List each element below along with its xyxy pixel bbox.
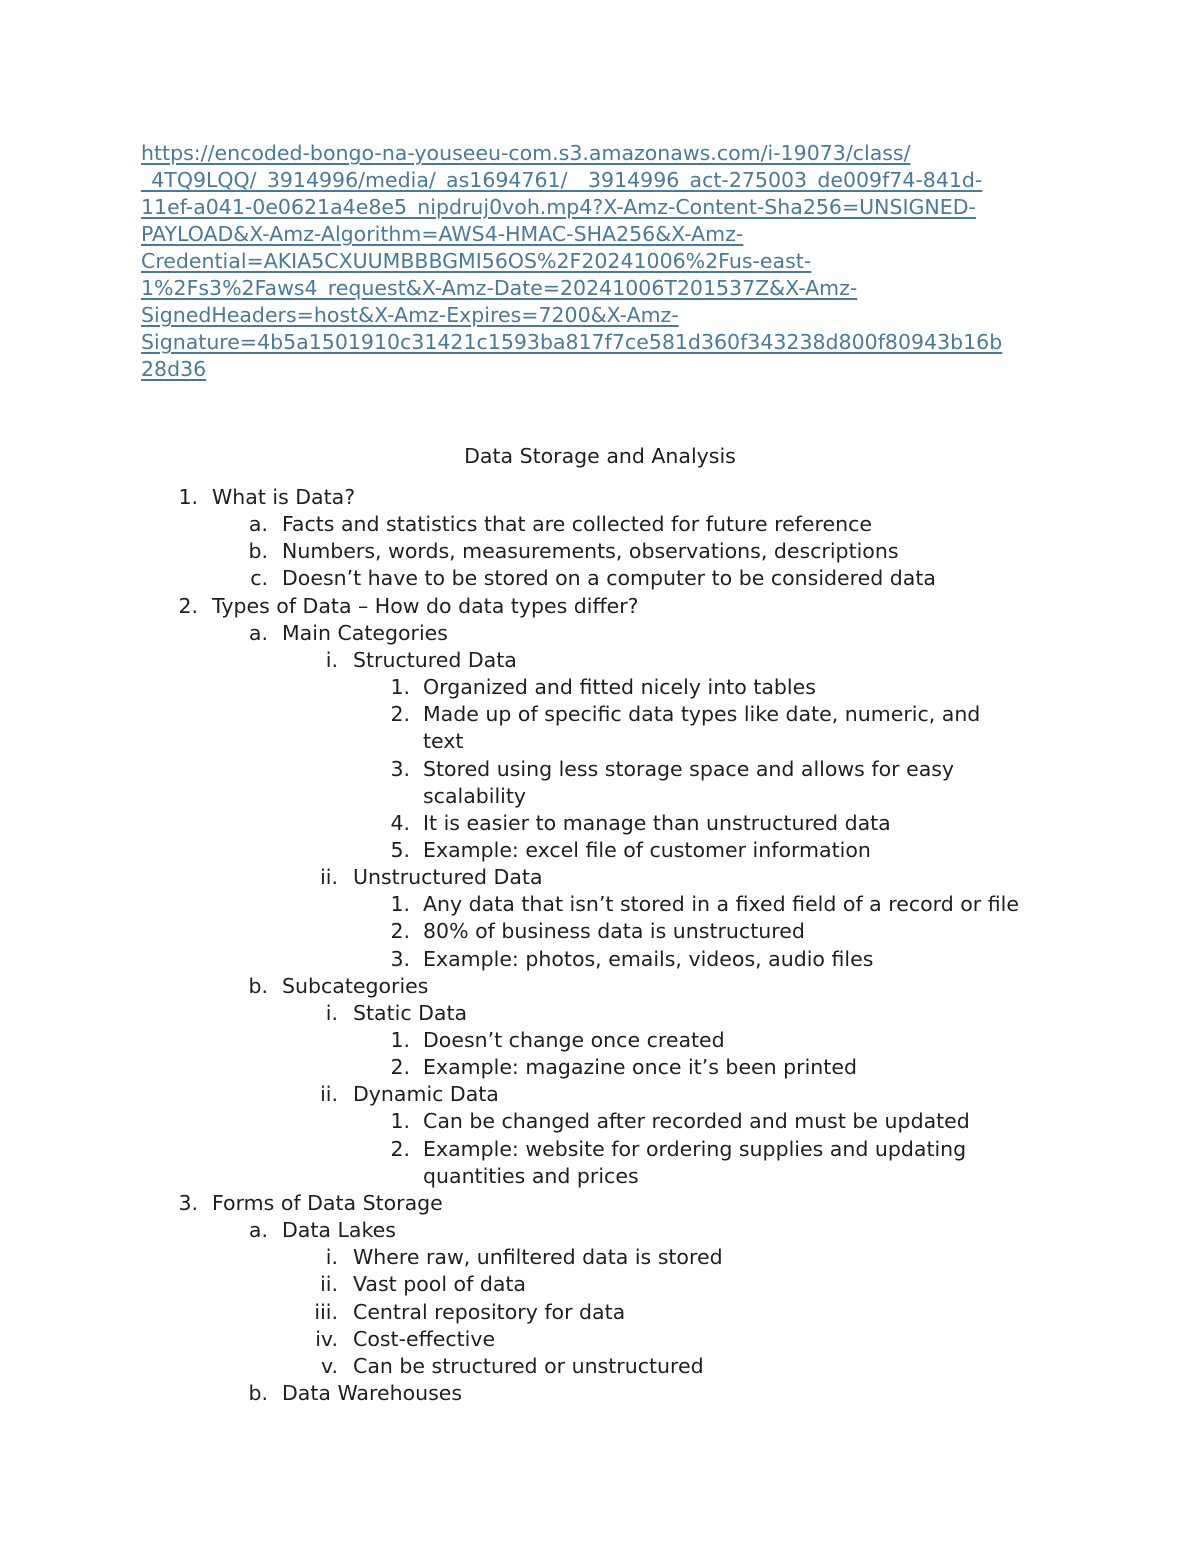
link-line[interactable]: Signature=4b5a1501910c31421c1593ba817f7ce581d360f343238d800f80943b16b xyxy=(141,330,1003,354)
list-item-text: Types of Data – How do data types differ? xyxy=(212,593,639,618)
outline-item-level-3 xyxy=(0,1000,1200,1027)
outline-item-level-3 xyxy=(0,1271,1200,1298)
list-marker: 4. xyxy=(390,810,410,835)
list-marker: i. xyxy=(325,647,338,672)
outline-item-level-4 xyxy=(0,810,1200,837)
list-marker: ii. xyxy=(320,1082,338,1107)
list-item-text: Forms of Data Storage xyxy=(212,1190,443,1215)
list-marker: 2. xyxy=(390,1136,410,1161)
outline-item-level-2 xyxy=(0,620,1200,647)
outline-item-level-1 xyxy=(0,593,1200,620)
link-line[interactable]: 11ef-a041-0e0621a4e8e5_nipdruj0voh.mp4?X-Amz-Content-Sha256=UNSIGNED- xyxy=(141,195,976,219)
list-marker: 3. xyxy=(178,1190,198,1215)
outline-item-level-4 xyxy=(0,1136,1200,1163)
list-marker: c. xyxy=(250,566,268,591)
list-marker: 1. xyxy=(390,1109,410,1134)
outline-item-level-3 xyxy=(0,864,1200,891)
list-item-text: 80% of business data is unstructured xyxy=(423,919,805,944)
link-line[interactable]: Credential=AKIA5CXUUMBBBGMI56OS%2F20241006%2Fus-east- xyxy=(141,249,812,273)
link-line[interactable]: SignedHeaders=host&X-Amz-Expires=7200&X-Amz- xyxy=(141,303,679,327)
list-marker: a. xyxy=(248,1218,268,1243)
list-item-text: Facts and statistics that are collected for future reference xyxy=(282,512,872,537)
list-marker: ii. xyxy=(320,1272,338,1297)
outline-item-level-1 xyxy=(0,1190,1200,1217)
list-marker: ii. xyxy=(320,865,338,890)
list-item-text: Example: photos, emails, videos, audio files xyxy=(423,946,874,971)
list-marker: 3. xyxy=(390,756,410,781)
list-marker: i. xyxy=(325,1245,338,1270)
outline-item-level-2 xyxy=(0,511,1200,538)
link-line[interactable]: PAYLOAD&X-Amz-Algorithm=AWS4-HMAC-SHA256&X-Amz- xyxy=(141,222,744,246)
outline-item-level-4 xyxy=(0,1163,1200,1190)
list-item-text: Cost-effective xyxy=(353,1326,496,1351)
list-marker: iv. xyxy=(315,1326,338,1351)
outline-item-level-4 xyxy=(0,837,1200,864)
list-item-text: text xyxy=(423,729,464,754)
list-item-text: Doesn’t change once created xyxy=(423,1028,725,1052)
list-marker: 5. xyxy=(390,837,410,862)
list-marker: 2. xyxy=(178,593,198,618)
outline-item-level-3 xyxy=(0,1081,1200,1108)
list-item-text: Dynamic Data xyxy=(353,1082,499,1107)
list-item-text: Data Lakes xyxy=(282,1218,396,1243)
list-item-text: scalability xyxy=(423,783,527,808)
list-marker: 3. xyxy=(390,946,410,971)
list-marker: 2. xyxy=(390,702,410,727)
outline-item-level-3 xyxy=(0,1353,1200,1380)
outline-item-level-4 xyxy=(0,701,1200,728)
outline-item-level-2 xyxy=(0,565,1200,592)
outline-item-level-4 xyxy=(0,1027,1200,1054)
list-item-text: Doesn’t have to be stored on a computer to be considered data xyxy=(282,566,936,591)
list-item-text: Example: excel file of customer information xyxy=(423,837,871,862)
list-item-text: It is easier to manage than unstructured data xyxy=(423,810,891,835)
outline-item-level-4 xyxy=(0,946,1200,973)
list-marker: v. xyxy=(320,1353,338,1378)
list-marker: iii. xyxy=(314,1299,338,1324)
list-marker: a. xyxy=(248,512,268,537)
list-marker: 1. xyxy=(390,892,410,917)
list-marker: b. xyxy=(248,539,268,564)
outline-item-level-4 xyxy=(0,891,1200,918)
list-item-text: Unstructured Data xyxy=(353,865,543,890)
list-item-text: Data Warehouses xyxy=(282,1380,463,1405)
list-item-text: Example: website for ordering supplies and updating xyxy=(423,1136,967,1161)
list-item-text: Made up of specific data types like date, numeric, and xyxy=(423,702,981,727)
outline-item-level-3 xyxy=(0,1326,1200,1353)
outline-item-level-3 xyxy=(0,647,1200,674)
list-marker: 2. xyxy=(390,919,410,944)
list-item-text: Subcategories xyxy=(282,973,429,998)
link-line[interactable]: 28d36 xyxy=(141,357,207,381)
outline-item-level-4 xyxy=(0,1108,1200,1135)
outline-item-level-3 xyxy=(0,1244,1200,1271)
outline-item-level-2 xyxy=(0,1217,1200,1244)
outline-item-level-4 xyxy=(0,674,1200,701)
list-item-text: What is Data? xyxy=(212,485,356,509)
link-line[interactable]: 1%2Fs3%2Faws4_request&X-Amz-Date=20241006T201537Z&X-Amz- xyxy=(141,276,858,300)
list-item-text: Organized and fitted nicely into tables xyxy=(423,675,816,700)
outline-item-level-4 xyxy=(0,783,1200,810)
list-item-text: Main Categories xyxy=(282,620,448,645)
list-item-text: Can be changed after recorded and must be updated xyxy=(423,1109,970,1134)
outline-item-level-4 xyxy=(0,918,1200,945)
outline-item-level-1 xyxy=(0,484,1200,511)
outline-item-level-2 xyxy=(0,538,1200,565)
list-marker: i. xyxy=(325,1000,338,1025)
list-item-text: Vast pool of data xyxy=(353,1272,526,1297)
document-title: Data Storage and Analysis xyxy=(464,444,736,468)
list-item-text: Stored using less storage space and allows for easy xyxy=(423,756,955,781)
list-item-text: Structured Data xyxy=(353,647,517,672)
list-item-text: Static Data xyxy=(353,1000,468,1025)
list-marker: 1. xyxy=(390,675,410,700)
outline-item-level-4 xyxy=(0,728,1200,755)
list-marker: 2. xyxy=(390,1055,410,1080)
list-marker: 1. xyxy=(178,485,198,509)
link-line[interactable]: https://encoded-bongo-na-youseeu-com.s3.amazonaws.com/i-19073/class/ xyxy=(141,141,911,165)
list-item-text: Any data that isn’t stored in a fixed field of a record or file xyxy=(423,892,1019,917)
list-marker: b. xyxy=(248,973,268,998)
outline-item-level-4 xyxy=(0,756,1200,783)
video-url-link[interactable] xyxy=(141,140,1061,383)
outline-item-level-3 xyxy=(0,1299,1200,1326)
list-item-text: Example: magazine once it’s been printed xyxy=(423,1055,857,1080)
list-marker: b. xyxy=(248,1380,268,1405)
list-item-text: Central repository for data xyxy=(353,1299,626,1324)
link-line[interactable]: _4TQ9LQQ/_3914996/media/_as1694761/__3914996_act-275003_de009f74-841d- xyxy=(141,168,983,192)
list-marker: 1. xyxy=(390,1028,410,1052)
list-item-text: Where raw, unfiltered data is stored xyxy=(353,1245,723,1270)
outline-item-level-2 xyxy=(0,1380,1200,1407)
list-marker: a. xyxy=(248,620,268,645)
outline-item-level-4 xyxy=(0,1054,1200,1081)
outline-item-level-2 xyxy=(0,973,1200,1000)
list-item-text: Numbers, words, measurements, observations, descriptions xyxy=(282,539,899,564)
list-item-text: quantities and prices xyxy=(423,1163,639,1188)
list-item-text: Can be structured or unstructured xyxy=(353,1353,704,1378)
